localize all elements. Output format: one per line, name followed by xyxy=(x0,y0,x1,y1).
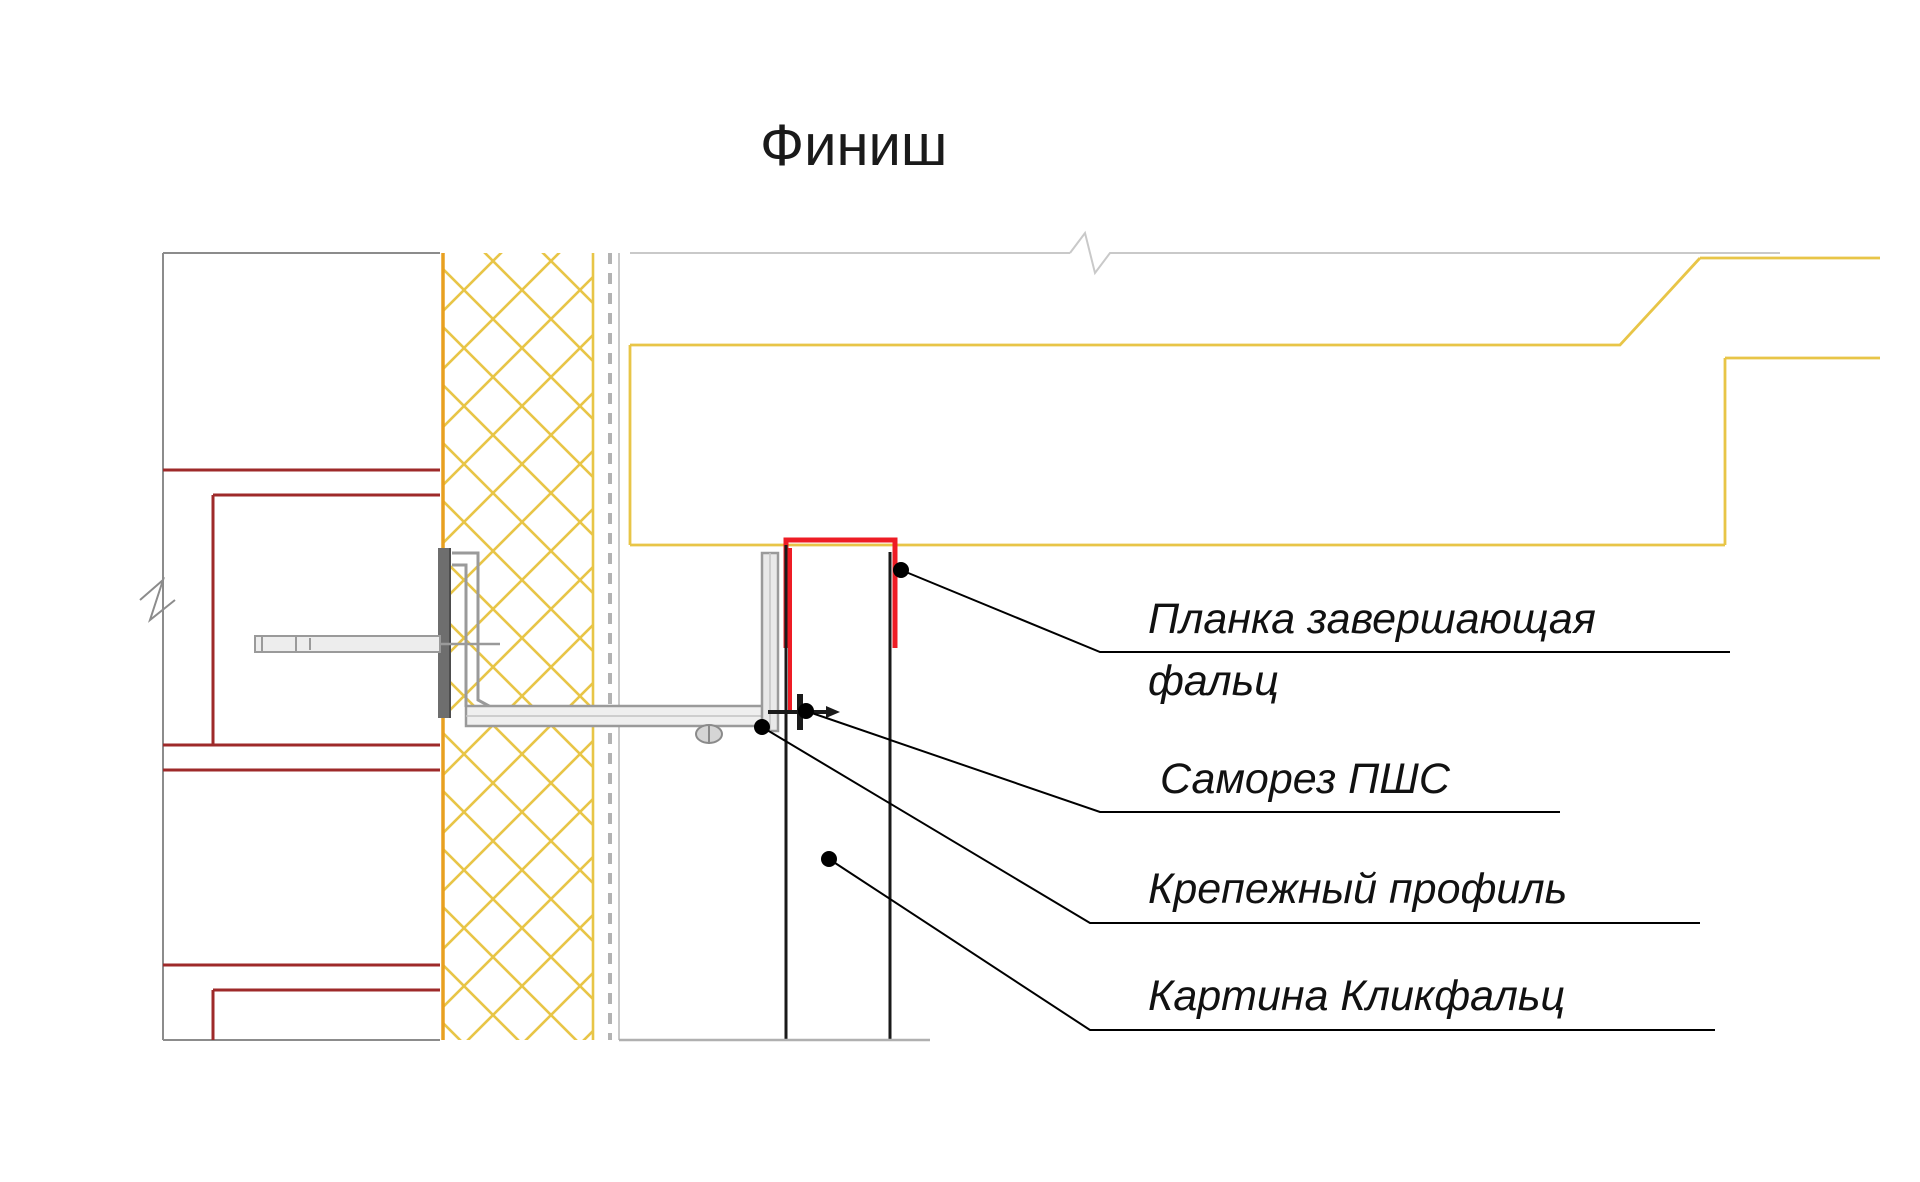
callout-label-samorez: Саморез ПШС xyxy=(1160,755,1450,803)
callout-label-kartina: Картина Кликфальц xyxy=(1148,972,1566,1020)
bracket-wall-plate xyxy=(438,548,450,718)
diagram-title: Финиш xyxy=(760,113,948,178)
callout-label-krepezh: Крепежный профиль xyxy=(1148,865,1568,913)
callout-label-planka-line2: фальц xyxy=(1148,657,1279,705)
callout-label-planka-line1: Планка завершающая xyxy=(1148,595,1596,643)
wall-anchor-body xyxy=(255,636,440,652)
